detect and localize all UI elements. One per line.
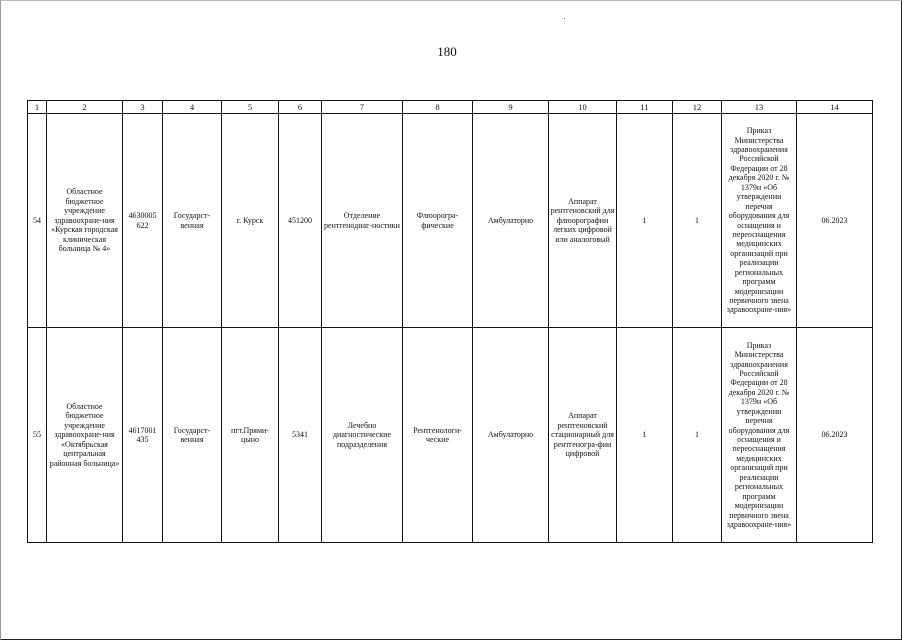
column-header: 3 <box>123 101 163 114</box>
column-header: 7 <box>322 101 403 114</box>
scan-speck <box>564 18 565 19</box>
column-header: 6 <box>279 101 322 114</box>
basis-cell: Приказ Министерства здравоохранения Российской Федерации от 28 декабря 2020 г. № 1379н «Об утверждении перечня оборудования для оснащения и переоснащения медицинских организаций при реализации региональных программ модернизации первичного звена здравоохране-ния» <box>722 114 797 328</box>
column-header: 14 <box>797 101 873 114</box>
equipment-table <box>27 100 873 543</box>
department-cell: Лечебно диагностические подразделения <box>322 328 403 543</box>
table-row <box>28 114 873 328</box>
column-number-row <box>28 101 873 114</box>
date-cell: 06.2023 <box>797 114 873 328</box>
column-header: 13 <box>722 101 797 114</box>
ownership-cell: Государст-венная <box>163 328 222 543</box>
population-cell: 451200 <box>279 114 322 328</box>
conditions-cell: Амбулаторно <box>473 114 549 328</box>
code-cell: 4617001 435 <box>123 328 163 543</box>
locality-cell: г. Курск <box>222 114 279 328</box>
equipment-cell: Аппарат рентгеновский стационарный для рентгеногра-фии цифровой <box>549 328 617 543</box>
code-cell: 4630005 622 <box>123 114 163 328</box>
department-cell: Отделение рентгенодиаг-ностики <box>322 114 403 328</box>
count-cell: 1 <box>617 328 673 543</box>
page-number: 180 <box>437 44 457 59</box>
type-cell: Флюорогра-фические <box>403 114 473 328</box>
column-header: 8 <box>403 101 473 114</box>
count-cell: 1 <box>617 114 673 328</box>
column-header: 9 <box>473 101 549 114</box>
equipment-cell: Аппарат рентгеновский для флюорографии легких цифровой или аналоговый <box>549 114 617 328</box>
column-header: 4 <box>163 101 222 114</box>
column-header: 10 <box>549 101 617 114</box>
column-header: 5 <box>222 101 279 114</box>
conditions-cell: Амбулаторно <box>473 328 549 543</box>
count-cell: 1 <box>673 114 722 328</box>
row-number-cell: 55 <box>28 328 47 543</box>
column-header: 1 <box>28 101 47 114</box>
date-cell: 06.2023 <box>797 328 873 543</box>
count-cell: 1 <box>673 328 722 543</box>
organization-cell: Областное бюджетное учреждение здравоохране-ния «Октябрьская центральная районная больница» <box>47 328 123 543</box>
basis-cell: Приказ Министерства здравоохранения Российской Федерации от 28 декабря 2020 г. № 1379н «Об утверждении перечня оборудования для оснащения и переоснащения медицинских организаций при реализации региональных программ модернизации первичного звена здравоохране-ния» <box>722 328 797 543</box>
column-header: 12 <box>673 101 722 114</box>
column-header: 11 <box>617 101 673 114</box>
row-number-cell: 54 <box>28 114 47 328</box>
table-row <box>28 328 873 543</box>
ownership-cell: Государст-венная <box>163 114 222 328</box>
type-cell: Рентгенологи-ческие <box>403 328 473 543</box>
organization-cell: Областное бюджетное учреждение здравоохране-ния «Курская городская клиническая больница № 4» <box>47 114 123 328</box>
column-header: 2 <box>47 101 123 114</box>
locality-cell: пгт.Прями-цыно <box>222 328 279 543</box>
population-cell: 5341 <box>279 328 322 543</box>
